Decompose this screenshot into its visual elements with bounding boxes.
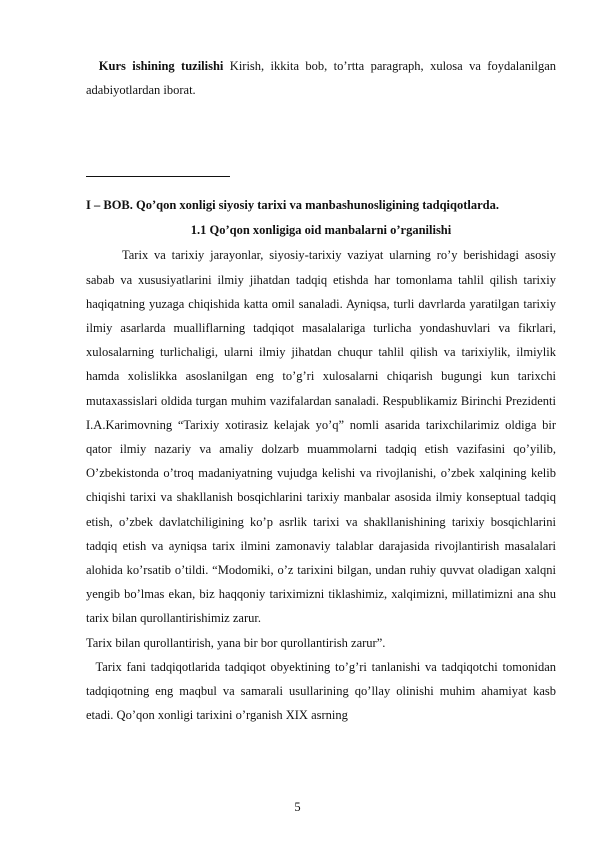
intro-text: Kirish, ikkita bob, to’rtta paragraph, xulosa va foydalanilgan adabiyotlardan iborat. <box>86 59 557 98</box>
chapter-heading: I – BOB. Qo’qon xonligi siyosiy tarixi va manbashunosligining tadqiqotlarda. <box>86 198 499 213</box>
body-paragraph-2 <box>86 655 556 728</box>
page-number: 5 <box>294 800 301 814</box>
intro-bold-lead: Kurs ishining tuzilishi <box>98 59 224 73</box>
body-paragraph-1: Tarix va tarixiy jarayonlar, siyosiy-tarixiy vaziyat ularning ro’y berishidagi asosiy sabab va xususiyatlarini ilmiy jihatdan tadqiq etishda har tomonlama tahlil qilish tarixiy haqiqatning yuzaga chiqishida katta omil sanaladi. Ayniqsa, turli davrlarda yaratilgan tarixiy ilmiy asarlarda mualliflarning tadqiqot masalalariga turlicha yondashuvlari va fikrlari, xulosalarning turlichaligi, ularni ilmiy jihatdan chuqur tahlil qilish va tarixiylik, ilmiylik hamda xolislikka asoslanilgan eng to’g’ri xulosalarni chiqarish bugungi kun tarixchi mutaxassislari oldida turgan muhim vazifalardan sanaladi. Respublikamiz Birinchi Prezidenti I.A.Karimovning “Tarixiy xotirasiz kelajak yo’q” nomli asarida tarixchilarimiz oldiga bir qator ilmiy nazariy va amaliy dolzarb muammolarni tadqiq etish vazifasini qo’yilib, O’zbekistonda o’troq madaniyatning vujudga kelishi va rivojlanishi, o’zbek xalqining kelib chiqishi tarixi va shakllanish bosqichlarini tarixiy manbalar asosida ilmiy konseptual tadqiq etish, o’zbek davlatchiligining ko’p asrlik tarixi va shakllanishining tarixiy bosqichlarini tadqiq etish va ayniqsa tarix ilmini zamonaviy talablar darajasida rivojlantirish masalalari alohida ko’rsatib o’tildi. “Modomiki, o’z tarixini bilgan, undan ruhiy quvvat oladigan xalqni yengib bo’lmas ekan, biz haqqoniy tariximizni tiklashimiz, xalqimizni, millatimizni ana shu tarix bilan qurollantirishimiz zarur. <box>86 248 556 626</box>
document-page <box>86 54 556 727</box>
body-paragraph-2-text: Tarix fani tadqiqotlarida tadqiqot obyektining to’g’ri tanlanishi va tadqiqotchi tomonidan tadqiqotning eng maqbul va samarali usullarining qo’llay olinishi muhim ahamiyat kasb etadi. Qo’qon xonligi tarixini o’rganish XIX asrning <box>86 659 556 723</box>
intro-paragraph <box>86 54 556 102</box>
body-line-single: Tarix bilan qurollantirish, yana bir bor qurollantirish zarur”. <box>86 635 386 650</box>
footnote-separator <box>86 176 230 177</box>
section-heading: 1.1 Qo’qon xonligiga oid manbalarni o’rganilishi <box>190 223 452 238</box>
